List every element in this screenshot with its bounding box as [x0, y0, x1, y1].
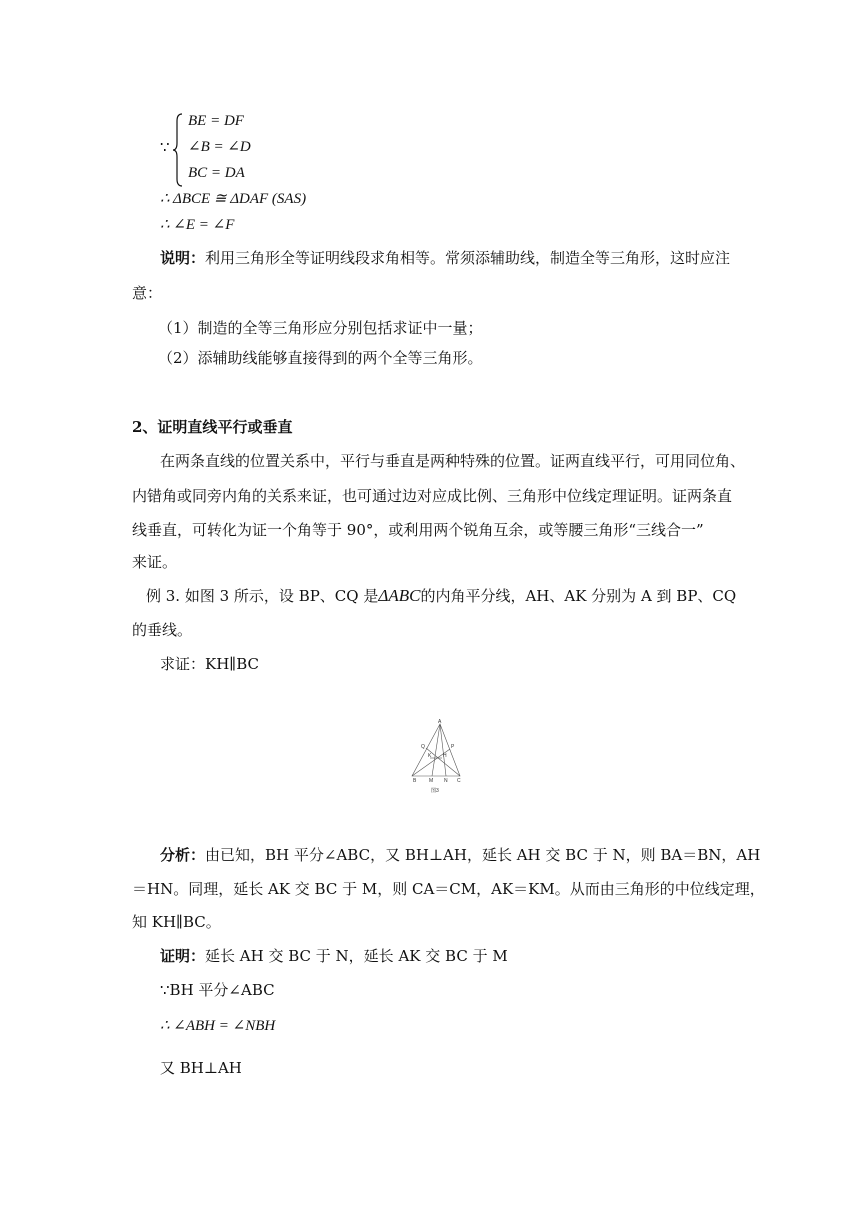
proof-line-1 — [160, 946, 508, 966]
prove-statement: 求证：KH∥BC — [160, 655, 259, 673]
note-item-2: （2）添辅助线能够直接得到的两个全等三角形。 — [158, 349, 483, 367]
note-line-1 — [160, 248, 730, 268]
proof-label: 证明： — [160, 947, 206, 965]
conclusion-angles: ∴ ∠E = ∠F — [160, 217, 235, 233]
analysis-line-2: ＝HN。同理，延长 AK 交 BC 于 M，则 CA＝CM，AK＝KM。从而由三角形的中位线定理， — [132, 880, 765, 898]
intro-line-1: 在两条直线的位置关系中，平行与垂直是两种特殊的位置。证两直线平行，可用同位角、 — [160, 452, 746, 470]
example-text-pre: 例 3. 如图 3 所示，设 BP、CQ 是 — [146, 587, 379, 605]
example-line-2: 的垂线。 — [132, 621, 193, 639]
figure-label-p: P — [451, 744, 455, 750]
analysis-text-1: 由已知，BH 平分∠ABC，又 BH⊥AH，延长 AH 交 BC 于 N，则 BA＝BN，AH — [205, 846, 761, 864]
note-item-1: （1）制造的全等三角形应分别包括求证中一量； — [158, 319, 483, 337]
figure-label-h: H — [443, 753, 447, 759]
proof-line-3: ∴ ∠ABH = ∠NBH — [160, 1018, 276, 1034]
triangle-abc: ΔABC — [378, 586, 421, 605]
figure-label-a: A — [438, 719, 442, 725]
intro-line-3: 线垂直，可转化为证一个角等于 90°，或利用两个锐角互余，或等腰三角形“三线合一” — [132, 521, 704, 539]
intro-line-2: 内错角或同旁内角的关系来证，也可通过边对应成比例、三角形中位线定理证明。证两条直 — [132, 487, 733, 505]
analysis-line-1 — [160, 845, 760, 865]
note-label: 说明： — [160, 249, 206, 267]
figure-label-b: B — [413, 778, 417, 784]
system-brace — [173, 113, 183, 187]
conclusion-congruent: ∴ ΔBCE ≅ ΔDAF (SAS) — [160, 191, 307, 207]
proof-text-1: 延长 AH 交 BC 于 N，延长 AK 交 BC 于 M — [205, 947, 508, 965]
figure-3-triangle — [398, 718, 470, 798]
analysis-label: 分析： — [160, 846, 206, 864]
condition-1: BE = DF — [188, 113, 244, 129]
proof-line-2: ∵BH 平分∠ABC — [160, 981, 275, 999]
figure-caption: 图3 — [431, 788, 439, 794]
figure-label-n: N — [444, 778, 448, 784]
intro-line-4: 来证。 — [132, 553, 178, 571]
figure-label-k: K — [428, 753, 432, 759]
condition-2: ∠B = ∠D — [188, 139, 251, 155]
proof-line-4: 又 BH⊥AH — [160, 1059, 242, 1077]
note-line-2: 意： — [132, 284, 163, 302]
example-text-post: 的内角平分线，AH、AK 分别为 A 到 BP、CQ — [420, 587, 737, 605]
figure-label-q: Q — [421, 744, 425, 750]
analysis-line-3: 知 KH∥BC。 — [132, 913, 221, 931]
example-line-1 — [146, 586, 736, 606]
note-text-1: 利用三角形全等证明线段求角相等。常须添辅助线，制造全等三角形，这时应注 — [205, 249, 731, 267]
because-symbol: ∵ — [160, 140, 170, 156]
condition-3: BC = DA — [188, 165, 245, 181]
figure-label-c: C — [457, 778, 461, 784]
figure-label-m: M — [429, 778, 434, 784]
section-heading: 2、证明直线平行或垂直 — [132, 418, 293, 436]
